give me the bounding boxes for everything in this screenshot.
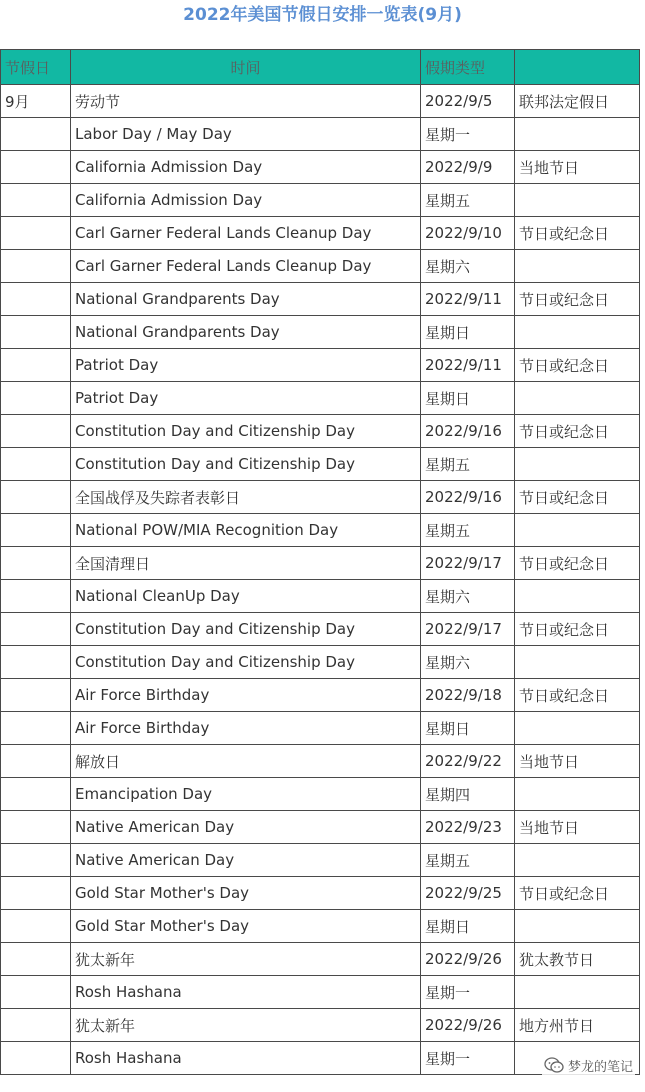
- cell-month: [1, 118, 71, 151]
- table-body: [1, 85, 640, 1075]
- cell-type: 节日或纪念日: [515, 679, 640, 712]
- cell-date: 2022/9/16: [421, 415, 515, 448]
- table-row: [1, 580, 640, 613]
- cell-type: 当地节日: [515, 745, 640, 778]
- cell-date: 星期六: [421, 250, 515, 283]
- cell-holiday-name: National Grandparents Day: [71, 283, 421, 316]
- cell-holiday-name: 解放日: [71, 745, 421, 778]
- cell-type: [515, 580, 640, 613]
- table-header-row: [1, 50, 640, 85]
- cell-month: [1, 382, 71, 415]
- page-title: 2022年美国节假日安排一览表(9月): [183, 5, 462, 25]
- cell-holiday-name: 犹太新年: [71, 943, 421, 976]
- cell-type: 节日或纪念日: [515, 547, 640, 580]
- cell-date: 星期日: [421, 316, 515, 349]
- cell-month: 9月: [1, 85, 71, 118]
- cell-type: 当地节日: [515, 811, 640, 844]
- cell-date: 2022/9/18: [421, 679, 515, 712]
- cell-date: 星期五: [421, 514, 515, 547]
- header-holiday-type: 假期类型: [421, 50, 515, 85]
- cell-date: 2022/9/10: [421, 217, 515, 250]
- cell-type: 犹太教节日: [515, 943, 640, 976]
- cell-date: 星期日: [421, 910, 515, 943]
- cell-month: [1, 844, 71, 877]
- table-row: [1, 217, 640, 250]
- wechat-bubble-icon: [544, 1056, 564, 1074]
- cell-type: [515, 184, 640, 217]
- watermark-text: 梦龙的笔记: [567, 1059, 633, 1075]
- cell-date: 星期四: [421, 778, 515, 811]
- cell-holiday-name: National POW/MIA Recognition Day: [71, 514, 421, 547]
- cell-type: [515, 514, 640, 547]
- cell-date: 2022/9/25: [421, 877, 515, 910]
- table-row: [1, 85, 640, 118]
- cell-date: 星期日: [421, 712, 515, 745]
- header-time: 时间: [71, 50, 421, 85]
- table-row: [1, 910, 640, 943]
- cell-date: 星期一: [421, 976, 515, 1009]
- cell-date: 2022/9/11: [421, 283, 515, 316]
- table-row: [1, 679, 640, 712]
- table-row: [1, 547, 640, 580]
- table-row: [1, 415, 640, 448]
- cell-holiday-name: 全国战俘及失踪者表彰日: [71, 481, 421, 514]
- cell-holiday-name: 犹太新年: [71, 1009, 421, 1042]
- table-row: [1, 613, 640, 646]
- cell-month: [1, 217, 71, 250]
- table-row: [1, 976, 640, 1009]
- cell-holiday-name: Patriot Day: [71, 349, 421, 382]
- table-row: [1, 514, 640, 547]
- cell-holiday-name: Carl Garner Federal Lands Cleanup Day: [71, 217, 421, 250]
- table-row: [1, 184, 640, 217]
- cell-month: [1, 1042, 71, 1075]
- cell-holiday-name: Native American Day: [71, 844, 421, 877]
- cell-date: 星期五: [421, 844, 515, 877]
- cell-date: 2022/9/11: [421, 349, 515, 382]
- cell-month: [1, 778, 71, 811]
- header-extra: [515, 50, 640, 85]
- cell-holiday-name: Constitution Day and Citizenship Day: [71, 613, 421, 646]
- cell-type: [515, 646, 640, 679]
- table-row: [1, 844, 640, 877]
- cell-month: [1, 151, 71, 184]
- cell-month: [1, 646, 71, 679]
- cell-holiday-name: Air Force Birthday: [71, 679, 421, 712]
- cell-type: [515, 910, 640, 943]
- cell-month: [1, 1009, 71, 1042]
- cell-date: 2022/9/26: [421, 943, 515, 976]
- table-row: [1, 382, 640, 415]
- cell-date: 2022/9/17: [421, 547, 515, 580]
- cell-holiday-name: National Grandparents Day: [71, 316, 421, 349]
- cell-type: 节日或纪念日: [515, 349, 640, 382]
- cell-type: 节日或纪念日: [515, 613, 640, 646]
- cell-month: [1, 184, 71, 217]
- cell-holiday-name: California Admission Day: [71, 184, 421, 217]
- cell-holiday-name: Carl Garner Federal Lands Cleanup Day: [71, 250, 421, 283]
- table-row: [1, 118, 640, 151]
- cell-holiday-name: Gold Star Mother's Day: [71, 877, 421, 910]
- table-row: [1, 745, 640, 778]
- cell-date: 2022/9/9: [421, 151, 515, 184]
- cell-month: [1, 910, 71, 943]
- cell-holiday-name: Constitution Day and Citizenship Day: [71, 415, 421, 448]
- table-row: [1, 481, 640, 514]
- cell-type: 地方州节日: [515, 1009, 640, 1042]
- cell-type: [515, 316, 640, 349]
- cell-month: [1, 283, 71, 316]
- cell-month: [1, 811, 71, 844]
- cell-holiday-name: Gold Star Mother's Day: [71, 910, 421, 943]
- table-row: [1, 349, 640, 382]
- cell-month: [1, 745, 71, 778]
- cell-date: 2022/9/16: [421, 481, 515, 514]
- cell-type: 节日或纪念日: [515, 283, 640, 316]
- cell-type: [515, 448, 640, 481]
- cell-date: 星期六: [421, 580, 515, 613]
- cell-holiday-name: 劳动节: [71, 85, 421, 118]
- cell-type: [515, 250, 640, 283]
- cell-date: 2022/9/23: [421, 811, 515, 844]
- cell-holiday-name: Air Force Birthday: [71, 712, 421, 745]
- watermark: [542, 1054, 635, 1076]
- table-row: [1, 811, 640, 844]
- header-holiday: 节假日: [1, 50, 71, 85]
- cell-type: 节日或纪念日: [515, 415, 640, 448]
- cell-type: 联邦法定假日: [515, 85, 640, 118]
- table-row: [1, 250, 640, 283]
- cell-month: [1, 349, 71, 382]
- table-row: [1, 151, 640, 184]
- holiday-table: [0, 49, 640, 1075]
- table-row: [1, 646, 640, 679]
- cell-type: [515, 976, 640, 1009]
- cell-type: [515, 382, 640, 415]
- cell-holiday-name: Rosh Hashana: [71, 976, 421, 1009]
- cell-month: [1, 250, 71, 283]
- cell-holiday-name: Patriot Day: [71, 382, 421, 415]
- cell-month: [1, 976, 71, 1009]
- cell-date: 星期日: [421, 382, 515, 415]
- cell-date: 星期一: [421, 118, 515, 151]
- cell-date: 2022/9/17: [421, 613, 515, 646]
- cell-month: [1, 514, 71, 547]
- table-row: [1, 778, 640, 811]
- cell-date: 星期五: [421, 448, 515, 481]
- cell-month: [1, 679, 71, 712]
- table-row: [1, 1009, 640, 1042]
- cell-holiday-name: Rosh Hashana: [71, 1042, 421, 1075]
- cell-holiday-name: Constitution Day and Citizenship Day: [71, 448, 421, 481]
- cell-month: [1, 877, 71, 910]
- cell-holiday-name: Emancipation Day: [71, 778, 421, 811]
- cell-type: 当地节日: [515, 151, 640, 184]
- cell-type: 节日或纪念日: [515, 217, 640, 250]
- table-row: [1, 448, 640, 481]
- table-row: [1, 943, 640, 976]
- cell-month: [1, 943, 71, 976]
- cell-type: 节日或纪念日: [515, 481, 640, 514]
- cell-holiday-name: National CleanUp Day: [71, 580, 421, 613]
- cell-date: 2022/9/22: [421, 745, 515, 778]
- cell-month: [1, 613, 71, 646]
- table-row: [1, 283, 640, 316]
- cell-month: [1, 415, 71, 448]
- cell-date: 星期一: [421, 1042, 515, 1075]
- table-row: [1, 712, 640, 745]
- cell-date: 2022/9/26: [421, 1009, 515, 1042]
- cell-type: [515, 118, 640, 151]
- cell-holiday-name: Constitution Day and Citizenship Day: [71, 646, 421, 679]
- cell-month: [1, 712, 71, 745]
- cell-month: [1, 448, 71, 481]
- table-row: [1, 316, 640, 349]
- cell-holiday-name: California Admission Day: [71, 151, 421, 184]
- cell-holiday-name: 全国清理日: [71, 547, 421, 580]
- cell-month: [1, 316, 71, 349]
- cell-type: [515, 778, 640, 811]
- cell-date: 星期五: [421, 184, 515, 217]
- table-row: [1, 877, 640, 910]
- cell-holiday-name: Labor Day / May Day: [71, 118, 421, 151]
- cell-month: [1, 481, 71, 514]
- cell-type: [515, 712, 640, 745]
- cell-month: [1, 547, 71, 580]
- cell-type: 节日或纪念日: [515, 877, 640, 910]
- cell-date: 2022/9/5: [421, 85, 515, 118]
- cell-type: [515, 844, 640, 877]
- cell-holiday-name: Native American Day: [71, 811, 421, 844]
- cell-month: [1, 580, 71, 613]
- cell-date: 星期六: [421, 646, 515, 679]
